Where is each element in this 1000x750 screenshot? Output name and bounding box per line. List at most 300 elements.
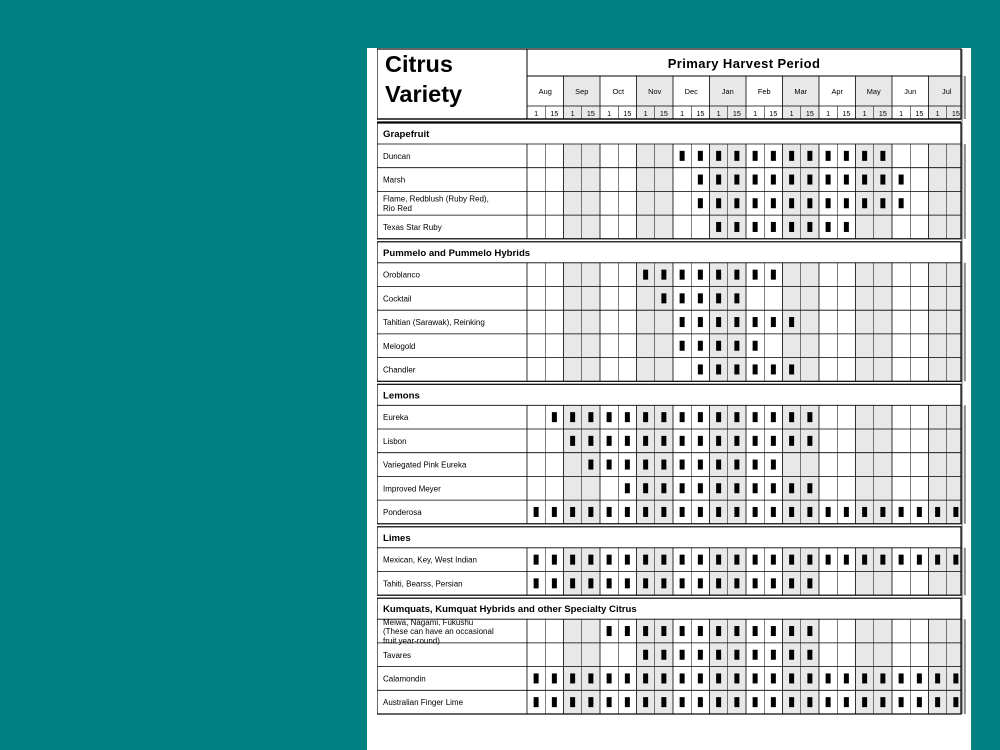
harvest-mark <box>935 697 940 707</box>
harvest-mark <box>953 507 958 517</box>
harvest-mark <box>643 626 648 636</box>
day-label: 15 <box>696 109 705 118</box>
harvest-mark <box>807 222 812 232</box>
harvest-mark <box>880 175 885 185</box>
harvest-mark <box>753 673 758 683</box>
harvest-mark <box>698 175 703 185</box>
harvest-mark <box>552 673 557 683</box>
variety-label: Tavares <box>383 650 412 660</box>
month-label: Nov <box>648 87 662 96</box>
day-label: 1 <box>607 109 612 118</box>
harvest-mark <box>698 578 703 588</box>
harvest-mark <box>734 673 739 683</box>
section-title: Grapefruit <box>383 129 430 140</box>
harvest-mark <box>953 673 958 683</box>
harvest-mark <box>680 626 685 636</box>
harvest-mark <box>807 175 812 185</box>
harvest-mark <box>661 270 666 280</box>
harvest-mark <box>753 697 758 707</box>
harvest-mark <box>552 507 557 517</box>
variety-label: Chandler <box>383 365 416 375</box>
harvest-mark <box>607 412 612 422</box>
harvest-mark <box>771 317 776 327</box>
harvest-mark <box>661 412 666 422</box>
harvest-mark <box>534 673 539 683</box>
day-label: 1 <box>680 109 685 118</box>
harvest-mark <box>935 507 940 517</box>
harvest-mark <box>734 317 739 327</box>
harvest-mark <box>643 507 648 517</box>
month-label: Jul <box>942 87 952 96</box>
harvest-mark <box>734 293 739 303</box>
harvest-mark <box>844 198 849 208</box>
primary-harvest-heading: Primary Harvest Period <box>667 56 821 71</box>
harvest-mark <box>771 626 776 636</box>
harvest-mark <box>588 578 593 588</box>
variety-label: Lisbon <box>383 436 407 446</box>
harvest-mark <box>698 507 703 517</box>
harvest-mark <box>771 460 776 470</box>
harvest-mark <box>698 198 703 208</box>
harvest-mark <box>753 483 758 493</box>
harvest-mark <box>643 270 648 280</box>
harvest-mark <box>607 507 612 517</box>
harvest-mark <box>844 673 849 683</box>
harvest-mark <box>807 198 812 208</box>
harvest-mark <box>588 697 593 707</box>
harvest-mark <box>534 697 539 707</box>
harvest-mark <box>680 412 685 422</box>
harvest-mark <box>789 673 794 683</box>
harvest-mark <box>607 578 612 588</box>
harvest-mark <box>807 412 812 422</box>
day-label: 15 <box>842 109 851 118</box>
harvest-mark <box>716 626 721 636</box>
harvest-mark <box>789 578 794 588</box>
harvest-mark <box>661 578 666 588</box>
harvest-mark <box>807 151 812 161</box>
harvest-mark <box>661 507 666 517</box>
harvest-mark <box>643 460 648 470</box>
harvest-mark <box>807 555 812 565</box>
title-line-1: Citrus <box>385 51 453 77</box>
day-label: 1 <box>716 109 721 118</box>
harvest-mark <box>534 507 539 517</box>
harvest-mark <box>807 673 812 683</box>
day-label: 15 <box>659 109 668 118</box>
harvest-mark <box>534 578 539 588</box>
harvest-mark <box>716 555 721 565</box>
harvest-mark <box>771 412 776 422</box>
harvest-mark <box>734 175 739 185</box>
harvest-mark <box>716 650 721 660</box>
harvest-mark <box>753 650 758 660</box>
harvest-mark <box>771 364 776 374</box>
harvest-mark <box>607 697 612 707</box>
title-line-2: Variety <box>385 81 463 107</box>
harvest-mark <box>734 578 739 588</box>
day-label: 15 <box>805 109 814 118</box>
harvest-mark <box>789 436 794 446</box>
harvest-mark <box>607 460 612 470</box>
harvest-mark <box>753 317 758 327</box>
variety-label: Tahiti, Bearss, Persian <box>383 579 463 589</box>
section-title: Lemons <box>383 390 420 402</box>
harvest-mark <box>789 650 794 660</box>
variety-label: Melogold <box>383 341 416 351</box>
harvest-mark <box>862 555 867 565</box>
harvest-mark <box>734 460 739 470</box>
harvest-mark <box>698 151 703 161</box>
harvest-mark <box>734 270 739 280</box>
harvest-mark <box>753 198 758 208</box>
harvest-mark <box>607 436 612 446</box>
harvest-mark <box>588 555 593 565</box>
section-title: Pummelo and Pummelo Hybrids <box>383 247 531 259</box>
harvest-mark <box>771 222 776 232</box>
harvest-mark <box>771 270 776 280</box>
harvest-mark <box>753 175 758 185</box>
harvest-mark <box>844 507 849 517</box>
harvest-mark <box>789 412 794 422</box>
harvest-mark <box>570 697 575 707</box>
harvest-mark <box>661 293 666 303</box>
month-label: Jun <box>904 87 917 96</box>
harvest-mark <box>862 697 867 707</box>
day-label: 1 <box>753 109 758 118</box>
harvest-mark <box>680 483 685 493</box>
day-label: 1 <box>789 109 794 118</box>
harvest-mark <box>753 151 758 161</box>
harvest-mark <box>953 697 958 707</box>
harvest-mark <box>698 341 703 351</box>
harvest-mark <box>625 697 630 707</box>
harvest-chart <box>377 48 973 728</box>
harvest-mark <box>789 151 794 161</box>
harvest-mark <box>716 270 721 280</box>
variety-label: Calamondin <box>383 674 426 684</box>
month-label: Sep <box>575 87 589 96</box>
harvest-mark <box>716 341 721 351</box>
harvest-mark <box>862 198 867 208</box>
harvest-mark <box>734 483 739 493</box>
day-label: 1 <box>935 109 940 118</box>
harvest-mark <box>625 436 630 446</box>
harvest-mark <box>680 460 685 470</box>
harvest-mark <box>771 578 776 588</box>
harvest-mark <box>880 151 885 161</box>
harvest-mark <box>716 293 721 303</box>
harvest-mark <box>753 436 758 446</box>
harvest-mark <box>698 483 703 493</box>
harvest-mark <box>734 650 739 660</box>
harvest-mark <box>607 673 612 683</box>
harvest-mark <box>734 364 739 374</box>
harvest-mark <box>807 626 812 636</box>
harvest-mark <box>826 151 831 161</box>
harvest-mark <box>588 436 593 446</box>
harvest-mark <box>862 673 867 683</box>
harvest-mark <box>625 673 630 683</box>
day-label: 15 <box>915 109 924 118</box>
harvest-mark <box>771 175 776 185</box>
harvest-mark <box>917 697 922 707</box>
harvest-mark <box>643 436 648 446</box>
day-label: 15 <box>732 109 741 118</box>
harvest-mark <box>899 507 904 517</box>
harvest-mark <box>625 578 630 588</box>
harvest-mark <box>899 175 904 185</box>
day-label: 15 <box>623 109 632 118</box>
harvest-mark <box>917 673 922 683</box>
harvest-mark <box>753 341 758 351</box>
harvest-mark <box>734 222 739 232</box>
harvest-mark <box>953 555 958 565</box>
harvest-mark <box>661 650 666 660</box>
harvest-mark <box>771 555 776 565</box>
harvest-mark <box>917 555 922 565</box>
harvest-mark <box>680 270 685 280</box>
harvest-mark <box>680 341 685 351</box>
harvest-mark <box>880 198 885 208</box>
harvest-mark <box>826 175 831 185</box>
harvest-mark <box>789 555 794 565</box>
harvest-mark <box>716 460 721 470</box>
harvest-mark <box>698 293 703 303</box>
harvest-mark <box>570 673 575 683</box>
month-label: Jan <box>721 87 734 96</box>
harvest-mark <box>680 293 685 303</box>
harvest-mark <box>625 507 630 517</box>
month-label: Aug <box>538 87 552 96</box>
harvest-mark <box>880 507 885 517</box>
harvest-mark <box>844 151 849 161</box>
harvest-mark <box>844 555 849 565</box>
day-label: 1 <box>899 109 904 118</box>
harvest-mark <box>716 483 721 493</box>
harvest-mark <box>807 578 812 588</box>
harvest-mark <box>753 507 758 517</box>
harvest-mark <box>826 697 831 707</box>
harvest-mark <box>716 436 721 446</box>
harvest-mark <box>716 175 721 185</box>
harvest-mark <box>734 626 739 636</box>
harvest-mark <box>789 507 794 517</box>
harvest-mark <box>680 436 685 446</box>
harvest-mark <box>680 697 685 707</box>
variety-label: Improved Meyer <box>383 484 441 494</box>
day-label: 1 <box>643 109 648 118</box>
harvest-mark <box>807 697 812 707</box>
harvest-mark <box>643 483 648 493</box>
harvest-mark <box>680 673 685 683</box>
harvest-mark <box>643 555 648 565</box>
harvest-mark <box>661 673 666 683</box>
harvest-mark <box>607 626 612 636</box>
harvest-mark <box>880 673 885 683</box>
harvest-mark <box>625 555 630 565</box>
harvest-mark <box>716 364 721 374</box>
harvest-mark <box>734 436 739 446</box>
harvest-mark <box>680 317 685 327</box>
harvest-mark <box>716 222 721 232</box>
harvest-mark <box>643 578 648 588</box>
harvest-mark <box>862 507 867 517</box>
day-label: 1 <box>826 109 831 118</box>
harvest-mark <box>552 412 557 422</box>
harvest-mark <box>680 151 685 161</box>
harvest-mark <box>807 650 812 660</box>
harvest-mark <box>771 436 776 446</box>
harvest-mark <box>862 151 867 161</box>
harvest-mark <box>698 697 703 707</box>
month-label: May <box>866 87 881 96</box>
harvest-mark <box>899 198 904 208</box>
month-label: Feb <box>757 87 771 96</box>
harvest-mark <box>789 364 794 374</box>
harvest-mark <box>771 198 776 208</box>
variety-label: Tahitian (Sarawak), Reinking <box>383 318 485 328</box>
harvest-mark <box>716 578 721 588</box>
harvest-mark <box>588 673 593 683</box>
harvest-mark <box>753 626 758 636</box>
section-title: Kumquats, Kumquat Hybrids and other Specialty Citrus <box>383 604 637 616</box>
variety-label: Ponderosa <box>383 507 422 517</box>
harvest-mark <box>844 697 849 707</box>
document-page <box>367 48 971 750</box>
harvest-mark <box>570 412 575 422</box>
variety-label: Variegated Pink Eureka <box>383 460 467 470</box>
harvest-mark <box>935 555 940 565</box>
harvest-mark <box>570 555 575 565</box>
day-label: 15 <box>951 109 960 118</box>
variety-label: Cocktail <box>383 294 412 304</box>
harvest-mark <box>570 436 575 446</box>
harvest-mark <box>716 697 721 707</box>
variety-label: Mexican, Key, West Indian <box>383 555 477 565</box>
harvest-mark <box>880 697 885 707</box>
harvest-mark <box>734 412 739 422</box>
harvest-mark <box>826 222 831 232</box>
month-label: Oct <box>612 87 624 96</box>
harvest-mark <box>807 483 812 493</box>
day-label: 15 <box>550 109 559 118</box>
harvest-mark <box>753 270 758 280</box>
harvest-mark <box>734 555 739 565</box>
harvest-mark <box>807 436 812 446</box>
harvest-mark <box>771 673 776 683</box>
harvest-mark <box>734 697 739 707</box>
day-label: 1 <box>534 109 539 118</box>
day-label: 15 <box>878 109 887 118</box>
harvest-mark <box>753 460 758 470</box>
section-title: Limes <box>383 532 411 544</box>
harvest-mark <box>789 222 794 232</box>
harvest-mark <box>771 483 776 493</box>
harvest-mark <box>643 650 648 660</box>
harvest-mark <box>552 555 557 565</box>
harvest-mark <box>680 507 685 517</box>
variety-label: Australian Finger Lime <box>383 698 464 708</box>
harvest-mark <box>607 555 612 565</box>
harvest-mark <box>716 507 721 517</box>
month-label: Dec <box>684 87 698 96</box>
variety-label: fruit year-round) <box>383 636 440 646</box>
harvest-mark <box>698 460 703 470</box>
harvest-mark <box>698 412 703 422</box>
month-label: Apr <box>831 87 844 96</box>
variety-label: Eureka <box>383 413 409 423</box>
harvest-mark <box>807 507 812 517</box>
variety-label: Rio Red <box>383 203 412 213</box>
harvest-mark <box>716 412 721 422</box>
harvest-mark <box>643 412 648 422</box>
harvest-mark <box>734 341 739 351</box>
harvest-mark <box>552 697 557 707</box>
harvest-mark <box>789 483 794 493</box>
harvest-mark <box>643 673 648 683</box>
harvest-mark <box>570 507 575 517</box>
harvest-mark <box>661 626 666 636</box>
harvest-mark <box>643 697 648 707</box>
harvest-mark <box>716 151 721 161</box>
harvest-mark <box>844 175 849 185</box>
harvest-mark <box>661 555 666 565</box>
harvest-mark <box>753 364 758 374</box>
day-label: 15 <box>769 109 778 118</box>
harvest-mark <box>771 507 776 517</box>
variety-label: Marsh <box>383 175 406 185</box>
harvest-mark <box>625 626 630 636</box>
harvest-mark <box>661 436 666 446</box>
harvest-mark <box>789 626 794 636</box>
harvest-mark <box>826 507 831 517</box>
day-label: 1 <box>570 109 575 118</box>
harvest-mark <box>826 198 831 208</box>
harvest-mark <box>844 222 849 232</box>
harvest-mark <box>899 697 904 707</box>
harvest-mark <box>880 555 885 565</box>
day-label: 1 <box>862 109 867 118</box>
harvest-mark <box>935 673 940 683</box>
variety-label: Texas Star Ruby <box>383 222 442 232</box>
harvest-mark <box>661 483 666 493</box>
variety-label: Oroblanco <box>383 270 420 280</box>
harvest-mark <box>625 412 630 422</box>
harvest-mark <box>771 697 776 707</box>
harvest-mark <box>753 412 758 422</box>
harvest-mark <box>588 460 593 470</box>
harvest-mark <box>625 460 630 470</box>
month-label: Mar <box>794 87 808 96</box>
harvest-mark <box>899 555 904 565</box>
harvest-mark <box>753 578 758 588</box>
harvest-mark <box>771 650 776 660</box>
harvest-mark <box>789 697 794 707</box>
harvest-mark <box>771 151 776 161</box>
variety-label: Duncan <box>383 151 411 161</box>
harvest-mark <box>588 412 593 422</box>
variety-label: (These can have an occasional <box>383 627 494 637</box>
day-label: 15 <box>586 109 595 118</box>
harvest-mark <box>552 578 557 588</box>
harvest-mark <box>570 578 575 588</box>
harvest-mark <box>789 175 794 185</box>
harvest-mark <box>716 198 721 208</box>
harvest-mark <box>862 175 867 185</box>
harvest-mark <box>734 198 739 208</box>
variety-label: Meiwa, Nagami, Fukushu <box>383 617 474 627</box>
